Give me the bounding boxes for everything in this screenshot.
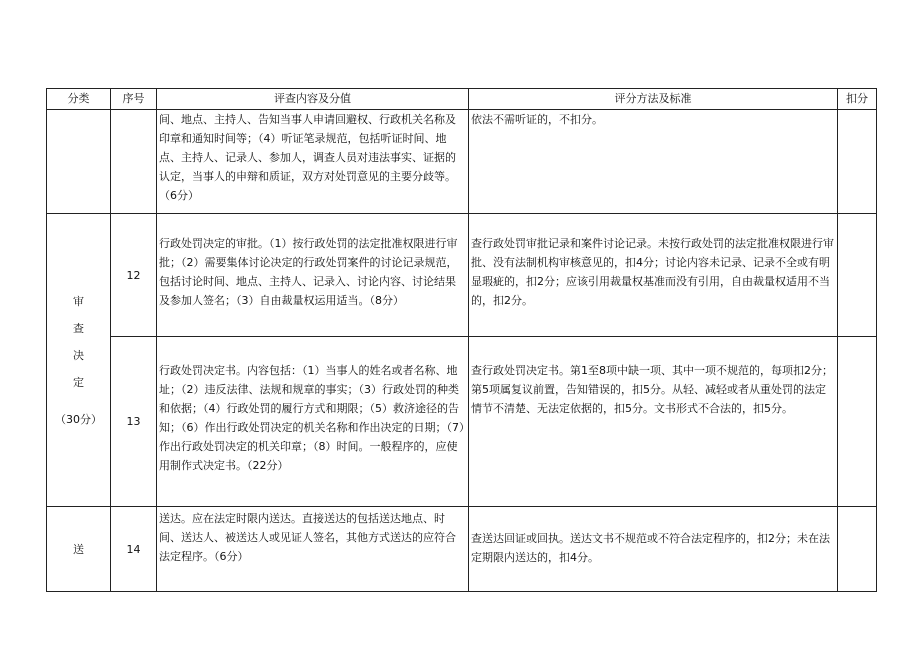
method-cell: 查行政处罚决定书。第1至8项中缺一项、其中一项不规范的，每项扣2分；第5项属复议前置，告知错误的，扣5分。从轻、减轻或者从重处罚的法定情节不清楚、无法定依据的，扣5分。文书形式不合法的，扣5分。 (469, 337, 838, 507)
number-cell: 12 (111, 214, 157, 337)
header-row (47, 89, 877, 110)
category-char: 决 (73, 348, 84, 362)
content-cell: 行政处罚决定书。内容包括：（1）当事人的姓名或者名称、地址；（2）违反法律、法规和规章的事实；（3）行政处罚的种类和依据；（4）行政处罚的履行方式和期限；（5）救济途径的告知；（6）作出行政处罚决定的机关名称和作出决定的日期；（7）作出行政处罚决定的机关印章；（8）时间。一般程序的，应使用制作式决定书。（22分） (157, 337, 469, 507)
deduction-cell (838, 507, 877, 592)
header-number: 序号 (111, 89, 157, 110)
category-cell (47, 110, 111, 214)
table-row (47, 507, 877, 592)
header-method: 评分方法及标准 (469, 89, 838, 110)
number-cell: 14 (111, 507, 157, 592)
content-cell: 行政处罚决定的审批。（1）按行政处罚的法定批准权限进行审批；（2）需要集体讨论决定的行政处罚案件的讨论记录规范，包括讨论时间、地点、主持人、记录入、讨论内容、讨论结果及参加人签名；（3）自由裁量权运用适当。（8分） (157, 214, 469, 337)
method-cell: 查送达回证或回执。送达文书不规范或不符合法定程序的，扣2分；未在法定期限内送达的，扣4分。 (469, 507, 838, 592)
method-cell: 依法不需听证的，不扣分。 (469, 110, 838, 214)
deduction-cell (838, 337, 877, 507)
method-cell: 查行政处罚审批记录和案件讨论记录。未按行政处罚的法定批准权限进行审批、没有法制机构审核意见的，扣4分；讨论内容未记录、记录不全或有明显瑕疵的，扣2分；应该引用裁量权基准而没有引用，自由裁量权适用不当的，扣2分。 (469, 214, 838, 337)
number-cell: 13 (111, 337, 157, 507)
table-row (47, 214, 877, 337)
evaluation-table (46, 88, 877, 592)
number-cell (111, 110, 157, 214)
table-row (47, 110, 877, 214)
category-char: 审 (73, 294, 84, 308)
header-content: 评查内容及分值 (157, 89, 469, 110)
header-category: 分类 (47, 89, 111, 110)
content-cell: 送达。应在法定时限内送达。直接送达的包括送达地点、时间、送达人、被送达人或见证人签名，其他方式送达的应符合法定程序。（6分） (157, 507, 469, 592)
category-char: 定 (73, 375, 84, 389)
category-cell-deliver: 送 (47, 507, 111, 592)
deduction-cell (838, 214, 877, 337)
table-row (47, 337, 877, 507)
content-cell: 间、地点、主持人、告知当事人申请回避权、行政机关名称及印章和通知时间等；（4）听证笔录规范，包括听证时间、地点、主持人、记录人、参加人，调查人员对违法事实、证据的认定，当事人的申辩和质证，双方对处罚意见的主要分歧等。（6分） (157, 110, 469, 214)
category-cell-review (47, 214, 111, 507)
category-char: 查 (73, 321, 84, 335)
header-deduction: 扣分 (838, 89, 877, 110)
category-points: （30分） (55, 412, 102, 426)
deduction-cell (838, 110, 877, 214)
category-label-review (55, 288, 102, 433)
